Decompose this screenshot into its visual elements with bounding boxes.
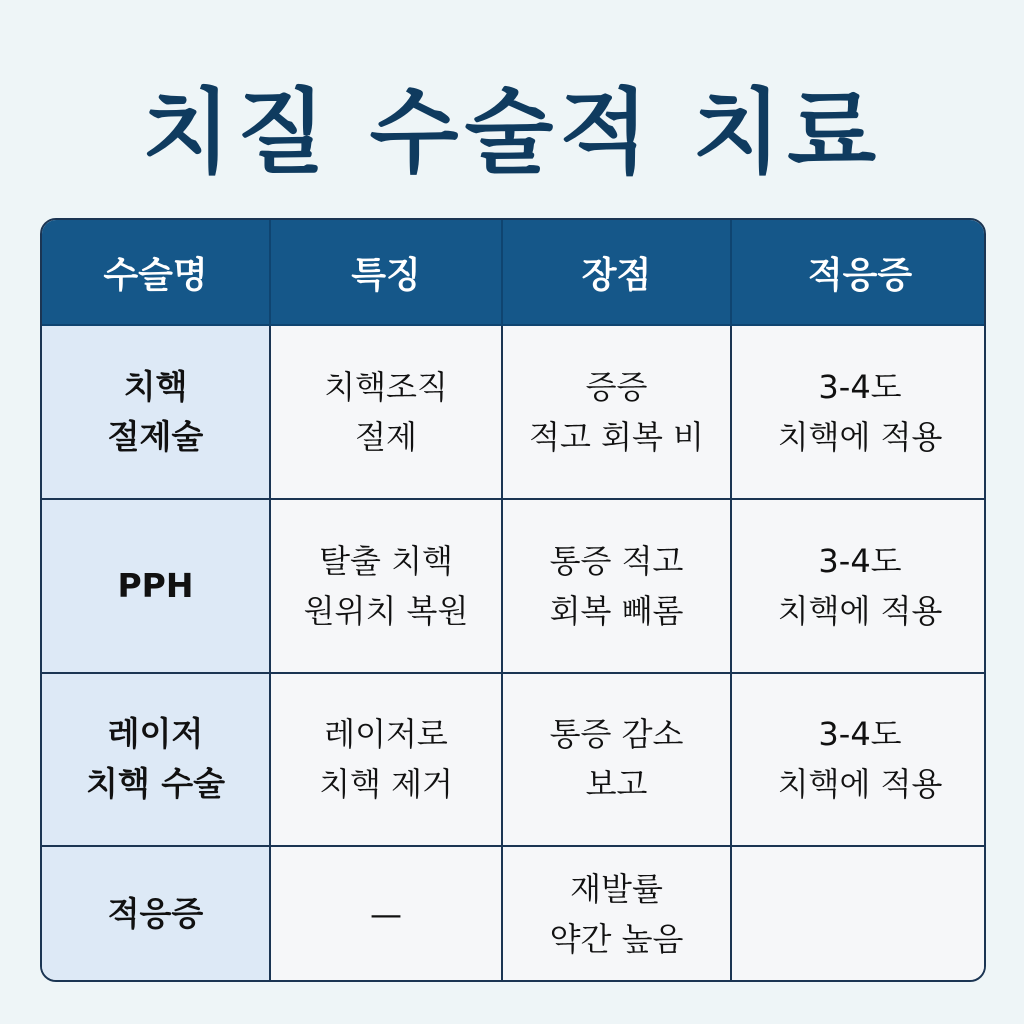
- table-cell: 치핵조직 절제: [270, 325, 502, 499]
- table-cell: 탈출 치핵 원위치 복원: [270, 499, 502, 673]
- table-cell: —: [270, 846, 502, 980]
- row-label: 레이저 치핵 수술: [42, 673, 270, 847]
- table-cell: 재발률 약간 높음: [502, 846, 731, 980]
- table-row: [42, 325, 986, 499]
- table-header-row: [42, 220, 986, 325]
- table-cell: 3-4도 치핵에 적용: [731, 673, 986, 847]
- table-cell: 레이저로 치핵 제거: [270, 673, 502, 847]
- page-title: 치질 수술적 치료: [141, 79, 883, 186]
- table-cell: 3-4도 치핵에 적용: [731, 499, 986, 673]
- row-label: 적응증: [42, 846, 270, 980]
- row-label: 치핵 절제술: [42, 325, 270, 499]
- surgery-comparison-table: [40, 218, 986, 982]
- header-advantages: 장점: [502, 220, 731, 325]
- table-cell: 통증 적고 회복 빼롬: [502, 499, 731, 673]
- header-surgery-name: 수슬명: [42, 220, 270, 325]
- table-cell: 통증 감소 보고: [502, 673, 731, 847]
- table-row: [42, 846, 986, 980]
- header-indications: 적응증: [731, 220, 986, 325]
- table-cell: [731, 846, 986, 980]
- row-label: PPH: [42, 499, 270, 673]
- header-features: 특징: [270, 220, 502, 325]
- table-row: [42, 499, 986, 673]
- table-cell: 3-4도 치핵에 적용: [731, 325, 986, 499]
- table-cell: 증증 적고 회복 비: [502, 325, 731, 499]
- table-row: [42, 673, 986, 847]
